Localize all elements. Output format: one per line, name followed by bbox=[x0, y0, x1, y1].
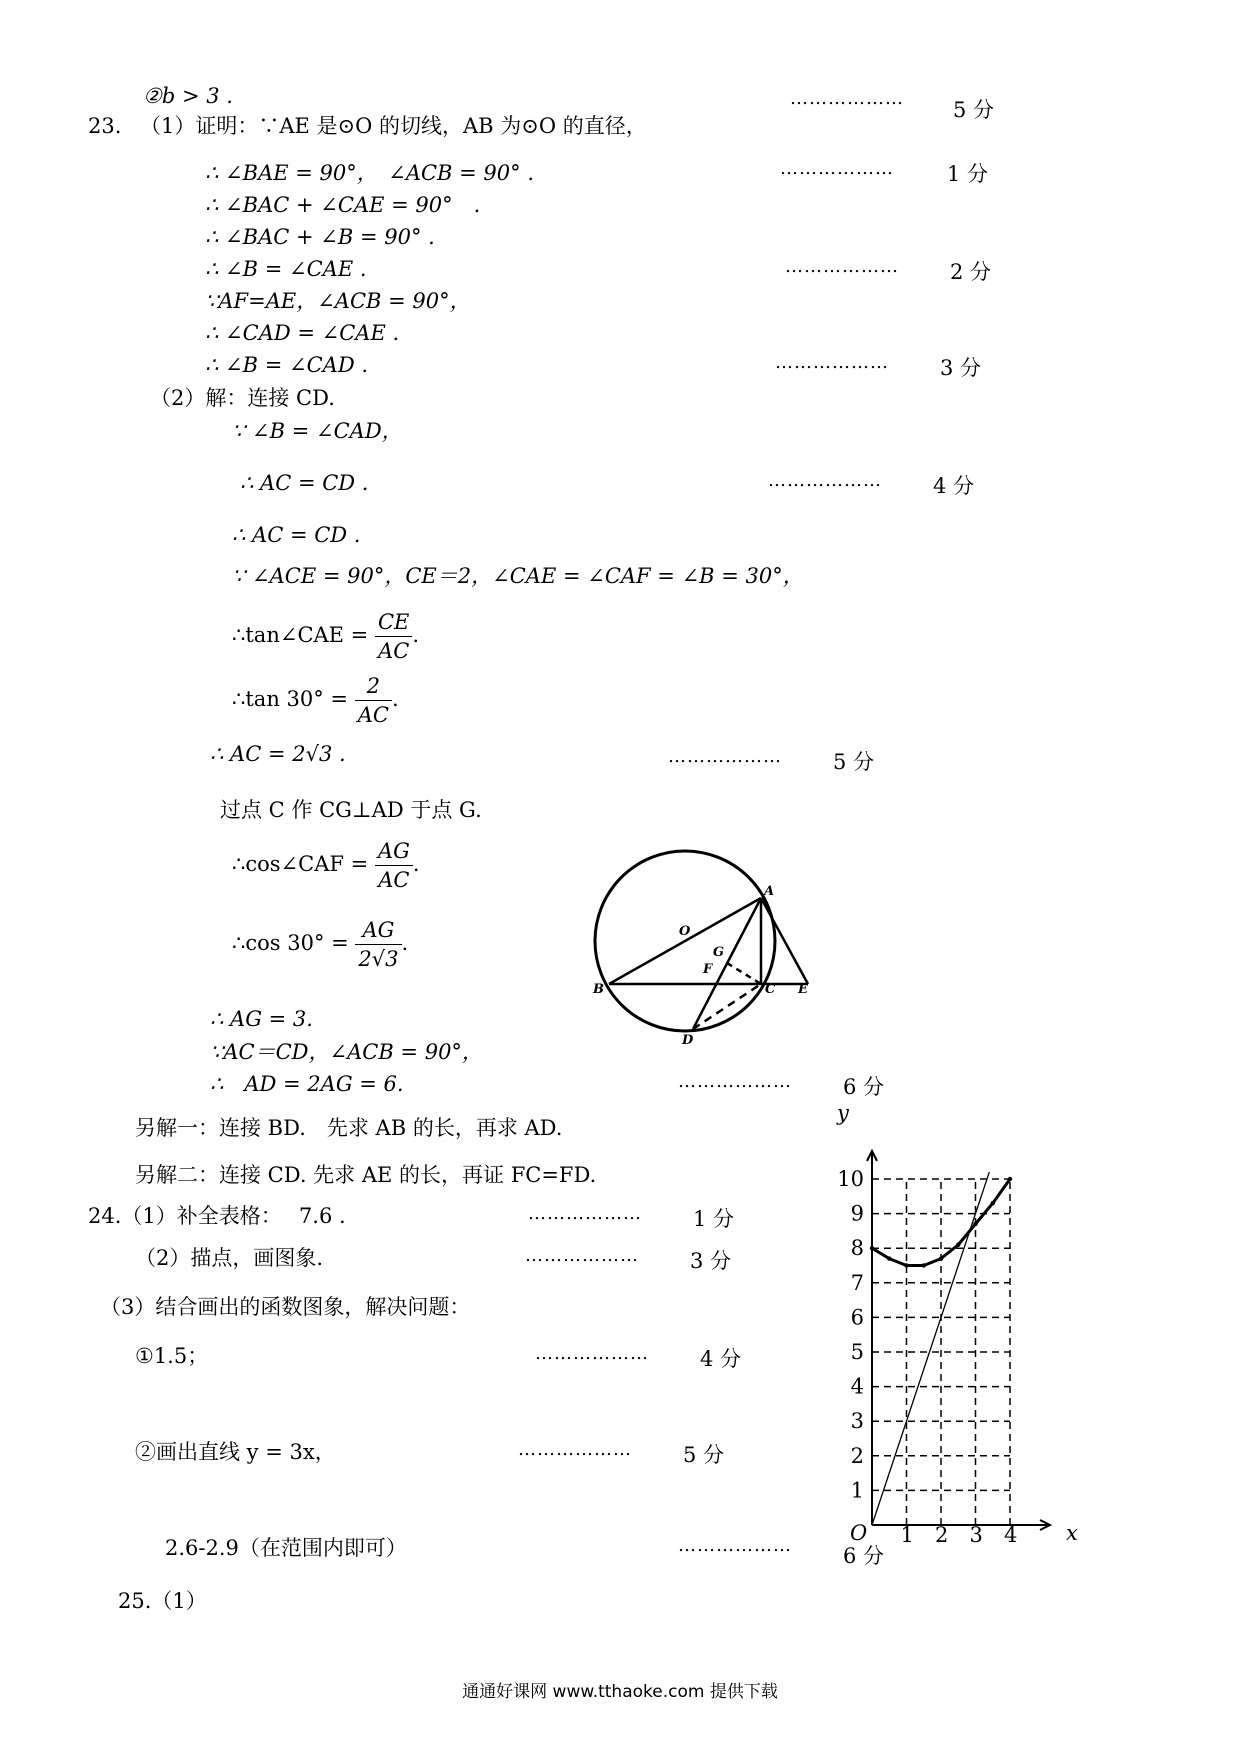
segment-gc-dashed bbox=[727, 963, 761, 984]
y-tick-label: 3 bbox=[850, 1409, 864, 1434]
segment-ae bbox=[761, 898, 808, 984]
y-axis-label: y bbox=[837, 1101, 849, 1125]
problem-24-part3: （3）结合画出的函数图象，解决问题： bbox=[100, 1295, 471, 1319]
problem-23-part2-intro: （2）解：连接 CD. bbox=[150, 386, 335, 410]
curve-point bbox=[939, 1256, 943, 1260]
problem-24-part1: 24.（1）补全表格： 7.6 . bbox=[88, 1204, 346, 1228]
y-tick-label: 8 bbox=[850, 1236, 864, 1261]
alternative-solution-2: 另解二：连接 CD. 先求 AE 的长，再证 FC=FD. bbox=[135, 1163, 597, 1187]
step-cad-cae: ∴ ∠CAD = ∠CAE . bbox=[205, 321, 400, 345]
label-f: F bbox=[703, 962, 713, 977]
step2-given-angles: ∵ ∠ACE = 90°，CE＝2，∠CAE = ∠CAF = ∠B = 30°， bbox=[232, 564, 804, 588]
label-e: E bbox=[798, 982, 808, 997]
dot-leader: ……………… bbox=[790, 88, 904, 109]
cos-caf-label: ∴cos∠CAF = bbox=[232, 852, 369, 876]
fraction-ag-ac bbox=[375, 837, 413, 894]
dot-leader: ……………… bbox=[780, 158, 894, 179]
score-1: 1 分 bbox=[947, 162, 989, 186]
curve-point bbox=[922, 1263, 926, 1267]
footer: 通通好课网 www.tthaoke.com 提供下载 bbox=[462, 1682, 778, 1702]
score-6: 6 分 bbox=[843, 1075, 885, 1099]
line-y-3x bbox=[872, 1172, 989, 1525]
score-5: 5 分 bbox=[683, 1443, 725, 1467]
dot-leader: ……………… bbox=[785, 256, 899, 277]
curve-point bbox=[973, 1222, 977, 1226]
fraction-denominator: AC bbox=[357, 703, 389, 727]
problem-23-part1-intro: （1）证明：∵AE 是⊙O 的切线，AB 为⊙O 的直径， bbox=[140, 114, 647, 138]
dot-leader: ……………… bbox=[678, 1535, 792, 1556]
cos-30-label: ∴cos 30° = bbox=[232, 931, 349, 955]
fraction-numerator: AG bbox=[375, 837, 413, 866]
step2-tan-30: ∴tan 30° = $\frac{2}{AC}$ . bbox=[232, 674, 399, 727]
step2-ac-value: ∴ AC = 2√3 . bbox=[210, 742, 346, 766]
x-axis-label: x bbox=[1066, 1521, 1078, 1545]
dot-leader: ……………… bbox=[668, 746, 782, 767]
alternative-solution-1: 另解一：连接 BD. 先求 AB 的长，再求 AD. bbox=[135, 1116, 563, 1140]
score-3: 3 分 bbox=[690, 1249, 732, 1273]
curve-point bbox=[887, 1256, 891, 1260]
dot-leader: ……………… bbox=[535, 1343, 649, 1364]
step2-b-eq-cad: ∵ ∠B = ∠CAD， bbox=[232, 419, 403, 443]
y-tick-label: 7 bbox=[850, 1270, 864, 1295]
step-b-eq-cad: ∴ ∠B = ∠CAD . bbox=[205, 353, 369, 377]
step-bac-cae: ∴ ∠BAC + ∠CAE = 90° . bbox=[205, 193, 481, 217]
step2-ac-cd-a: ∴ AC = CD . bbox=[240, 471, 369, 495]
y-tick-label: 6 bbox=[850, 1305, 864, 1330]
curve-point bbox=[870, 1246, 874, 1250]
step2-tan-cae: ∴tan∠CAE = $\frac{CE}{AC}$ . bbox=[232, 610, 420, 663]
origin-label: O bbox=[850, 1521, 868, 1545]
dot-leader: ……………… bbox=[768, 470, 882, 491]
y-tick-label: 10 bbox=[837, 1167, 864, 1191]
problem-24-answer-1: ①1.5； bbox=[135, 1344, 209, 1368]
fraction-2-ac bbox=[355, 672, 392, 729]
curve-point bbox=[1008, 1177, 1012, 1181]
fraction-ag-2sqrt3 bbox=[355, 916, 401, 973]
curve-point bbox=[991, 1201, 995, 1205]
dot-leader: ……………… bbox=[678, 1071, 792, 1092]
step-b-eq-cae: ∴ ∠B = ∠CAE . bbox=[205, 257, 367, 281]
y-tick-label: 9 bbox=[850, 1201, 864, 1226]
fraction-numerator: AG bbox=[355, 916, 401, 945]
x-tick-label: 3 bbox=[969, 1523, 983, 1547]
step2-cos-30: ∴cos 30° = $\frac{AG}{2√3}$ . bbox=[232, 918, 409, 971]
score-5: 5 分 bbox=[833, 750, 875, 774]
line-b-gt-3: ②b > 3 . bbox=[143, 84, 233, 108]
fraction-ce-ac bbox=[375, 608, 412, 665]
fraction-numerator: 2 bbox=[355, 672, 392, 701]
fraction-numerator: CE bbox=[375, 608, 412, 637]
tan-cae-label: ∴tan∠CAE = bbox=[232, 623, 369, 647]
dot-leader: ……………… bbox=[528, 1203, 642, 1224]
y-tick-label: 1 bbox=[850, 1478, 864, 1503]
step-bae-acb: ∴ ∠BAE = 90°， ∠ACB = 90° . bbox=[205, 161, 535, 185]
score-1: 1 分 bbox=[693, 1207, 735, 1231]
curve-point bbox=[956, 1243, 960, 1247]
score-6: 6 分 bbox=[843, 1544, 885, 1568]
y-tick-label: 4 bbox=[850, 1374, 864, 1399]
circle-geometry-diagram bbox=[590, 850, 830, 1050]
label-d: D bbox=[682, 1033, 694, 1048]
function-graph bbox=[837, 1100, 1090, 1560]
score-4: 4 分 bbox=[933, 474, 975, 498]
score-3: 3 分 bbox=[940, 356, 982, 380]
step2-construct-cg: 过点 C 作 CG⊥AD 于点 G. bbox=[220, 798, 482, 822]
curve-point bbox=[904, 1263, 908, 1267]
problem-24-answer-2: ②画出直线 y = 3x， bbox=[135, 1440, 336, 1464]
label-b: B bbox=[593, 982, 604, 997]
y-tick-label: 2 bbox=[850, 1443, 864, 1468]
tan-30-label: ∴tan 30° = bbox=[232, 687, 349, 711]
problem-24-part2: （2）描点，画图象. bbox=[135, 1246, 324, 1270]
y-tick-label: 5 bbox=[850, 1340, 864, 1364]
step2-ac-cd-b: ∴ AC = CD . bbox=[232, 523, 361, 547]
fraction-denominator: AC bbox=[378, 639, 410, 663]
step2-ad-value: ∴ AD = 2AG = 6. bbox=[210, 1072, 404, 1096]
fraction-denominator: 2√3 bbox=[358, 947, 399, 971]
grid bbox=[872, 1179, 1010, 1525]
dot-leader: ……………… bbox=[775, 352, 889, 373]
fraction-denominator: AC bbox=[378, 868, 410, 892]
step-af-ae: ∵AF=AE，∠ACB = 90°， bbox=[205, 289, 471, 313]
x-tick-label: 2 bbox=[935, 1523, 949, 1547]
step2-ag-value: ∴ AG = 3. bbox=[210, 1007, 313, 1031]
step2-ac-cd-right: ∵AC＝CD，∠ACB = 90°， bbox=[210, 1040, 483, 1064]
step-bac-b: ∴ ∠BAC + ∠B = 90° . bbox=[205, 225, 435, 249]
problem-25-part1: 25.（1） bbox=[118, 1589, 207, 1613]
label-a: A bbox=[764, 884, 775, 899]
axes bbox=[867, 1151, 1050, 1530]
score-5: 5 分 bbox=[953, 98, 995, 122]
dot-leader: ……………… bbox=[518, 1439, 632, 1460]
label-g: G bbox=[713, 945, 725, 960]
score-4: 4 分 bbox=[700, 1347, 742, 1371]
x-tick-label: 4 bbox=[1004, 1523, 1018, 1547]
problem-24-range: 2.6-2.9（在范围内即可） bbox=[165, 1536, 407, 1560]
label-c: C bbox=[765, 982, 776, 997]
label-o: O bbox=[679, 924, 691, 939]
x-tick-label: 1 bbox=[900, 1523, 914, 1547]
problem-23-number: 23. bbox=[88, 114, 122, 138]
score-2: 2 分 bbox=[950, 260, 992, 284]
step2-cos-caf: ∴cos∠CAF = $\frac{AG}{AC}$ . bbox=[232, 839, 420, 892]
dot-leader: ……………… bbox=[525, 1245, 639, 1266]
